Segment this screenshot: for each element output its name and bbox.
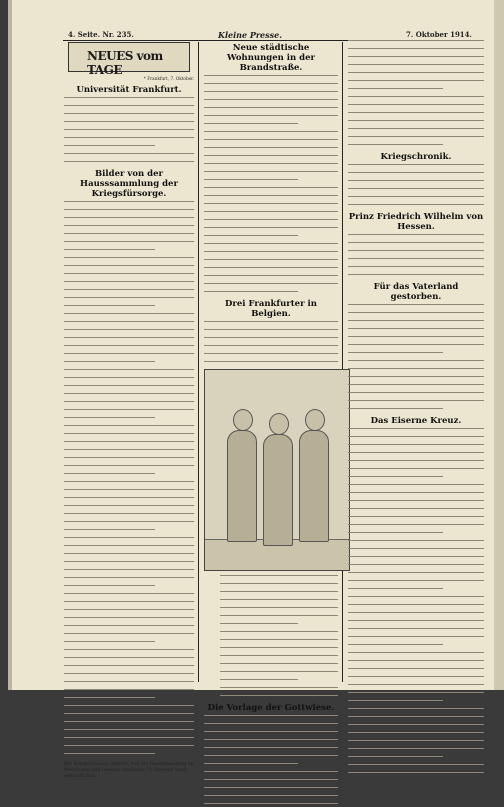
article-body <box>348 304 484 412</box>
text-line <box>348 644 443 648</box>
text-line <box>64 145 155 149</box>
text-line <box>64 281 194 285</box>
text-line <box>348 452 484 456</box>
text-line <box>220 583 338 587</box>
text-line <box>204 771 338 775</box>
text-line <box>220 591 338 595</box>
text-line <box>348 40 484 44</box>
text-line <box>204 227 338 231</box>
text-line <box>64 201 194 205</box>
column-footer-note: Die Kriegsfürsorge mitteilt, daß die Haussammlung im Westlichen und Inneren Stadtteile 73 Tausend Mark gebracht hat. <box>64 761 194 778</box>
section-title: Neue städtische Wohnungen in der Brandstraße. <box>227 43 315 73</box>
text-line <box>64 273 194 277</box>
text-line <box>64 577 194 581</box>
text-line <box>204 99 338 103</box>
text-line <box>348 112 484 116</box>
text-line <box>348 392 484 396</box>
column-rule-2 <box>342 42 343 682</box>
text-line <box>348 540 484 544</box>
text-line <box>348 136 484 140</box>
text-line <box>348 64 484 68</box>
text-line <box>204 787 338 791</box>
text-line <box>64 217 194 221</box>
issue-date: 7. Oktober 1914. <box>406 30 472 39</box>
text-line <box>64 753 155 757</box>
text-line <box>64 513 194 517</box>
text-line <box>64 721 194 725</box>
text-line <box>348 258 484 262</box>
text-line <box>204 321 338 325</box>
text-line <box>348 242 484 246</box>
section-title: Universität Frankfurt. <box>76 85 182 95</box>
text-line <box>64 377 194 381</box>
text-line <box>64 425 194 429</box>
text-line <box>348 532 443 536</box>
section-title: Das Eiserne Kreuz. <box>370 416 462 426</box>
text-line <box>64 697 155 701</box>
text-line <box>64 361 155 365</box>
text-line <box>64 457 194 461</box>
text-line <box>348 772 484 776</box>
text-line <box>348 524 484 528</box>
page-edge <box>494 0 504 690</box>
text-line <box>204 187 338 191</box>
column-1 <box>64 40 194 778</box>
text-line <box>348 708 484 712</box>
text-line <box>348 628 484 632</box>
text-line <box>348 548 484 552</box>
text-line <box>204 337 338 341</box>
text-line <box>220 671 338 675</box>
text-line <box>348 96 484 100</box>
text-line <box>348 320 484 324</box>
text-line <box>204 259 338 263</box>
article-body <box>64 201 194 757</box>
text-line <box>348 104 484 108</box>
text-line <box>64 441 194 445</box>
text-line <box>64 569 194 573</box>
text-line <box>64 649 194 653</box>
text-line <box>204 155 338 159</box>
text-line <box>348 748 484 752</box>
text-line <box>64 489 194 493</box>
text-line <box>348 724 484 728</box>
text-line <box>64 409 194 413</box>
text-line <box>64 473 155 477</box>
article-body <box>64 97 194 165</box>
text-line <box>64 393 194 397</box>
text-line <box>348 732 484 736</box>
section-title: Bilder von der Hausssammlung der Kriegsfürsorge. <box>80 169 178 199</box>
newspaper-name: Kleine Presse. <box>218 30 283 40</box>
text-line <box>204 75 338 79</box>
text-line <box>204 179 298 183</box>
text-line <box>64 617 194 621</box>
text-line <box>348 304 484 308</box>
text-line <box>348 376 484 380</box>
text-line <box>64 129 194 133</box>
text-line <box>64 537 194 541</box>
text-line <box>348 88 443 92</box>
text-line <box>204 739 338 743</box>
text-line <box>64 257 194 261</box>
section-title: Die Vorlage der Gottwiese. <box>207 703 335 713</box>
text-line <box>220 639 338 643</box>
text-line <box>64 305 155 309</box>
text-line <box>348 120 484 124</box>
text-line <box>348 384 484 388</box>
text-line <box>64 337 194 341</box>
text-line <box>204 283 338 287</box>
text-line <box>204 219 338 223</box>
text-line <box>64 673 194 677</box>
text-line <box>64 241 194 245</box>
text-line <box>348 196 484 200</box>
text-line <box>204 723 338 727</box>
text-line <box>64 297 194 301</box>
text-line <box>64 401 194 405</box>
article-body <box>348 428 484 776</box>
text-line <box>348 164 484 168</box>
text-line <box>348 360 484 364</box>
text-line <box>348 344 484 348</box>
text-line <box>64 97 194 101</box>
text-line <box>220 599 338 603</box>
text-line <box>204 763 298 767</box>
text-line <box>204 83 338 87</box>
text-line <box>64 609 194 613</box>
article-body <box>348 164 484 208</box>
text-line <box>64 137 194 141</box>
text-line <box>64 505 194 509</box>
text-line <box>348 508 484 512</box>
text-line <box>64 385 194 389</box>
text-line <box>64 553 194 557</box>
text-line <box>64 465 194 469</box>
text-line <box>64 433 194 437</box>
text-line <box>348 444 484 448</box>
soldiers-illustration <box>204 369 350 571</box>
text-line <box>204 267 338 271</box>
text-line <box>64 689 194 693</box>
column-2 <box>204 40 338 713</box>
text-line <box>64 265 194 269</box>
text-line <box>204 107 338 111</box>
text-line <box>348 400 484 404</box>
text-line <box>64 601 194 605</box>
text-line <box>348 336 484 340</box>
text-line <box>204 345 338 349</box>
text-line <box>204 795 338 799</box>
text-line <box>64 225 194 229</box>
text-line <box>348 476 443 480</box>
section-title: Drei Frankfurter in Belgien. <box>225 299 317 319</box>
column-3 <box>348 40 484 684</box>
text-line <box>220 647 338 651</box>
text-line <box>204 353 338 357</box>
text-line <box>204 203 338 207</box>
text-line <box>348 492 484 496</box>
text-line <box>204 361 338 365</box>
text-line <box>64 209 194 213</box>
text-line <box>204 91 338 95</box>
text-line <box>348 612 484 616</box>
column-rule-1 <box>198 42 199 682</box>
text-line <box>64 161 194 165</box>
text-line <box>348 692 484 696</box>
text-line <box>204 747 338 751</box>
text-line <box>64 681 194 685</box>
text-line <box>204 731 338 735</box>
text-line <box>220 607 338 611</box>
text-line <box>348 716 484 720</box>
text-line <box>64 737 194 741</box>
text-line <box>220 663 338 667</box>
text-line <box>348 80 484 84</box>
text-line <box>64 529 155 533</box>
text-line <box>64 329 194 333</box>
text-line <box>64 561 194 565</box>
text-line <box>64 633 194 637</box>
text-line <box>64 729 194 733</box>
text-line <box>64 369 194 373</box>
text-line <box>348 580 484 584</box>
text-line <box>204 329 338 333</box>
text-line <box>220 615 338 619</box>
text-line <box>348 144 443 148</box>
text-line <box>64 153 194 157</box>
section-title: Für das Vaterland gestorben. <box>373 282 459 302</box>
text-line <box>348 740 484 744</box>
text-line <box>204 171 338 175</box>
text-line <box>220 655 338 659</box>
text-line <box>64 105 194 109</box>
text-line <box>64 417 155 421</box>
text-line <box>204 251 338 255</box>
text-line <box>220 687 338 691</box>
text-line <box>64 585 155 589</box>
text-line <box>204 211 338 215</box>
text-line <box>348 596 484 600</box>
masthead-logo: NEUES vom TAGE <box>68 42 190 72</box>
article-body <box>348 234 484 278</box>
text-line <box>64 641 155 645</box>
left-margin-strip <box>8 0 12 690</box>
text-line <box>348 274 484 278</box>
text-line <box>348 128 484 132</box>
text-line <box>348 652 484 656</box>
text-line <box>348 408 443 412</box>
text-line <box>348 352 443 356</box>
text-line <box>204 243 338 247</box>
text-line <box>64 121 194 125</box>
text-line <box>204 275 338 279</box>
text-line <box>64 545 194 549</box>
text-line <box>348 56 484 60</box>
text-line <box>64 249 155 253</box>
text-line <box>204 235 298 239</box>
text-line <box>204 779 338 783</box>
text-line <box>348 368 484 372</box>
article-body <box>204 321 338 365</box>
text-line <box>348 250 484 254</box>
text-line <box>348 764 484 768</box>
text-line <box>64 353 194 357</box>
text-line <box>64 449 194 453</box>
text-line <box>64 705 194 709</box>
section-title: Prinz Friedrich Wilhelm von Hessen. <box>348 212 484 232</box>
text-line <box>64 233 194 237</box>
dateline: * Frankfurt, 7. Oktober. <box>143 76 194 81</box>
text-line <box>348 564 484 568</box>
text-line <box>348 700 443 704</box>
text-line <box>348 556 484 560</box>
section-title: Kriegschronik. <box>380 152 452 162</box>
text-line <box>348 172 484 176</box>
text-line <box>204 123 298 127</box>
page-number: 4. Seite. Nr. 235. <box>68 30 134 39</box>
text-line <box>204 147 338 151</box>
text-line <box>348 516 484 520</box>
text-line <box>348 188 484 192</box>
text-line <box>64 481 194 485</box>
text-line <box>220 695 338 699</box>
text-line <box>348 676 484 680</box>
text-line <box>348 636 484 640</box>
text-line <box>204 115 338 119</box>
text-line <box>64 713 194 717</box>
text-line <box>348 468 484 472</box>
text-line <box>204 139 338 143</box>
text-line <box>348 436 484 440</box>
article-body <box>348 40 484 148</box>
text-line <box>348 684 484 688</box>
text-line <box>64 593 194 597</box>
text-line <box>348 620 484 624</box>
article-body <box>204 75 338 295</box>
text-line <box>348 500 484 504</box>
text-line <box>348 312 484 316</box>
text-line <box>64 665 194 669</box>
text-line <box>348 660 484 664</box>
text-line <box>64 625 194 629</box>
text-line <box>348 604 484 608</box>
poem <box>204 575 338 699</box>
text-line <box>348 328 484 332</box>
text-line <box>348 204 484 208</box>
article-body <box>204 715 338 807</box>
text-line <box>64 345 194 349</box>
text-line <box>348 266 484 270</box>
text-line <box>204 163 338 167</box>
text-line <box>204 803 338 807</box>
text-line <box>64 313 194 317</box>
text-line <box>64 745 194 749</box>
text-line <box>348 588 443 592</box>
text-line <box>204 291 298 295</box>
text-line <box>64 521 194 525</box>
text-line <box>348 428 484 432</box>
text-line <box>348 756 443 760</box>
text-line <box>348 668 484 672</box>
text-line <box>220 631 338 635</box>
text-line <box>64 289 194 293</box>
text-line <box>348 72 484 76</box>
text-line <box>348 180 484 184</box>
text-line <box>348 484 484 488</box>
text-line <box>348 460 484 464</box>
text-line <box>348 572 484 576</box>
text-line <box>204 755 338 759</box>
text-line <box>204 715 338 719</box>
text-line <box>64 113 194 117</box>
text-line <box>348 48 484 52</box>
text-line <box>348 234 484 238</box>
newspaper-page <box>8 0 496 778</box>
text-line <box>64 321 194 325</box>
text-line <box>204 195 338 199</box>
text-line <box>64 497 194 501</box>
text-line <box>204 131 338 135</box>
text-line <box>220 623 298 627</box>
text-line <box>64 657 194 661</box>
text-line <box>220 575 338 579</box>
text-line <box>220 679 298 683</box>
